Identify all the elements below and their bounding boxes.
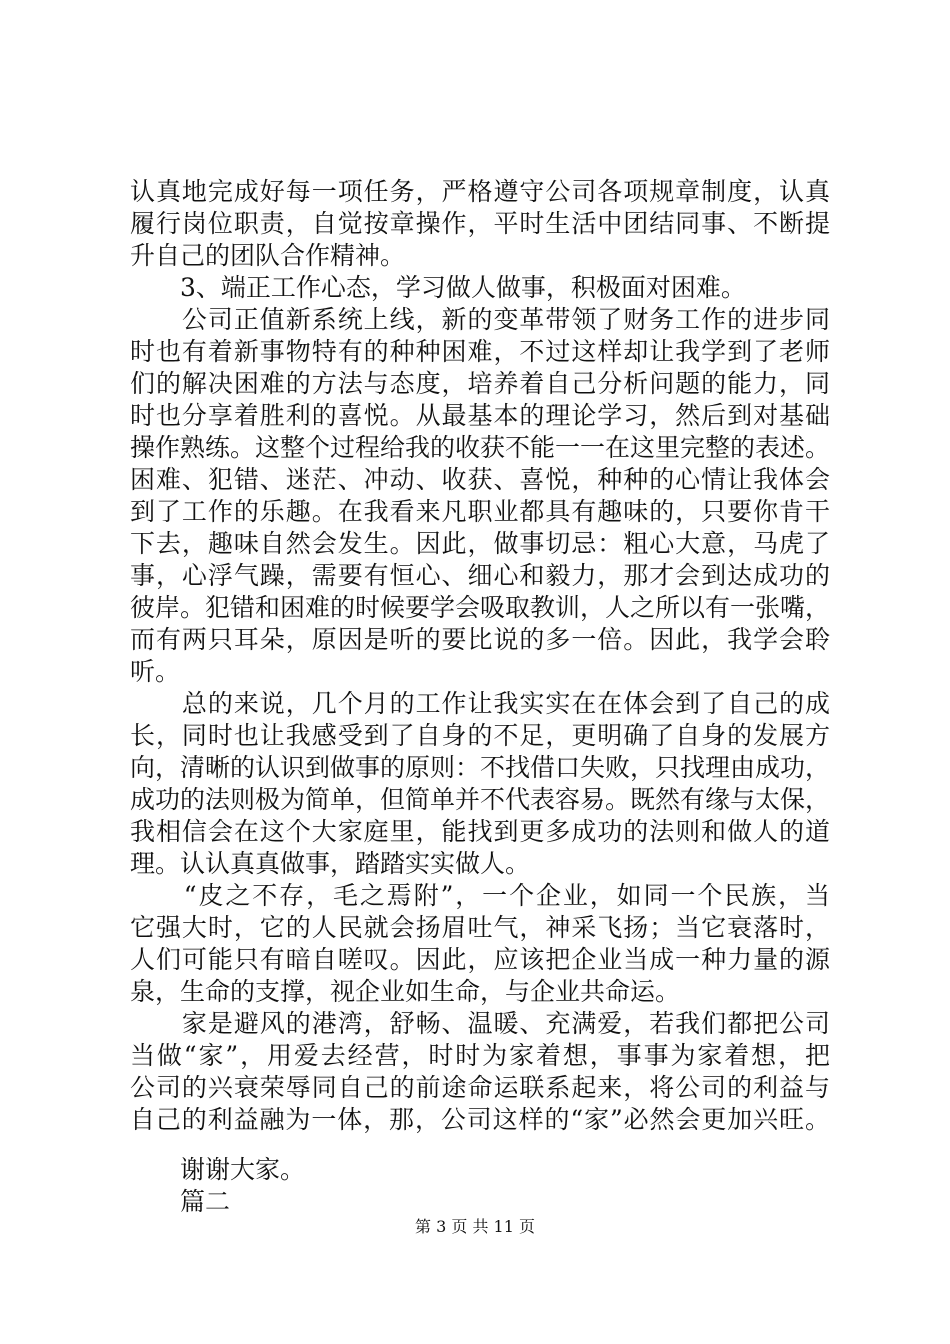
body-text-line: 家是避风的港湾，舒畅、温暖、充满爱，若我们都把公司: [130, 1009, 830, 1038]
body-text-line: 长，同时也让我感受到了自身的不足，更明确了自身的发展方: [130, 721, 830, 750]
body-text-line: 理。认认真真做事，踏踏实实做人。: [130, 849, 531, 878]
body-text-line: 困难、犯错、迷茫、冲动、收获、喜悦，种种的心情让我体会: [130, 465, 830, 494]
body-text-line: 公司正值新系统上线，新的变革带领了财务工作的进步同: [130, 305, 830, 334]
body-text-line: 它强大时，它的人民就会扬眉吐气，神采飞扬；当它衰落时，: [130, 913, 830, 942]
body-text-line: 升自己的团队合作精神。: [130, 241, 406, 270]
body-text-line: 认真地完成好每一项任务，严格遵守公司各项规章制度，认真: [130, 177, 830, 206]
body-text-line: 我相信会在这个大家庭里，能找到更多成功的法则和做人的道: [130, 817, 830, 846]
next-section-heading: 篇二: [130, 1187, 231, 1216]
body-text-line: 时也有着新事物特有的种种困难，不过这样却让我学到了老师: [130, 337, 830, 366]
body-text-line: 操作熟练。这整个过程给我的收获不能一一在这里完整的表述。: [130, 433, 830, 462]
body-text-line: 下去，趣味自然会发生。因此，做事切忌：粗心大意，马虎了: [130, 529, 830, 558]
body-text-line: 们的解决困难的方法与态度，培养着自己分析问题的能力，同: [130, 369, 830, 398]
body-text-line: 向，清晰的认识到做事的原则：不找借口失败，只找理由成功，: [130, 753, 830, 782]
body-text-line: 公司的兴衰荣辱同自己的前途命运联系起来，将公司的利益与: [130, 1073, 830, 1102]
body-text-line: 履行岗位职责，自觉按章操作，平时生活中团结同事、不断提: [130, 209, 830, 238]
body-text-line: 事，心浮气躁，需要有恒心、细心和毅力，那才会到达成功的: [130, 561, 830, 590]
body-text-line: 听。: [130, 657, 181, 686]
page-number-footer: 第 3 页 共 11 页: [415, 1217, 535, 1236]
body-text-line: 时也分享着胜利的喜悦。从最基本的理论学习，然后到对基础: [130, 401, 830, 430]
body-text-line: 人们可能只有暗自嗟叹。因此，应该把企业当成一种力量的源: [130, 945, 830, 974]
body-text-line: 而有两只耳朵，原因是听的要比说的多一倍。因此，我学会聆: [130, 625, 830, 654]
body-text-line: 自己的利益融为一体，那，公司这样的“家”必然会更加兴旺。: [130, 1105, 830, 1134]
closing-line: 谢谢大家。: [130, 1155, 306, 1184]
body-text-line: 当做“家”，用爱去经营，时时为家着想，事事为家着想，把: [130, 1041, 830, 1070]
body-text-line: 泉，生命的支撑，视企业如生命，与企业共命运。: [130, 977, 681, 1006]
body-text-line: 总的来说，几个月的工作让我实实在在体会到了自己的成: [130, 689, 830, 718]
body-text-line: 彼岸。犯错和困难的时候要学会吸取教训，人之所以有一张嘴，: [130, 593, 830, 622]
body-text-line: “皮之不存，毛之焉附”，一个企业，如同一个民族，当: [130, 881, 830, 910]
body-text-line: 成功的法则极为简单，但简单并不代表容易。既然有缘与太保，: [130, 785, 830, 814]
body-text-line: 到了工作的乐趣。在我看来凡职业都具有趣味的，只要你肯干: [130, 497, 830, 526]
section-heading: 3、端正工作心态，学习做人做事，积极面对困难。: [130, 273, 746, 302]
